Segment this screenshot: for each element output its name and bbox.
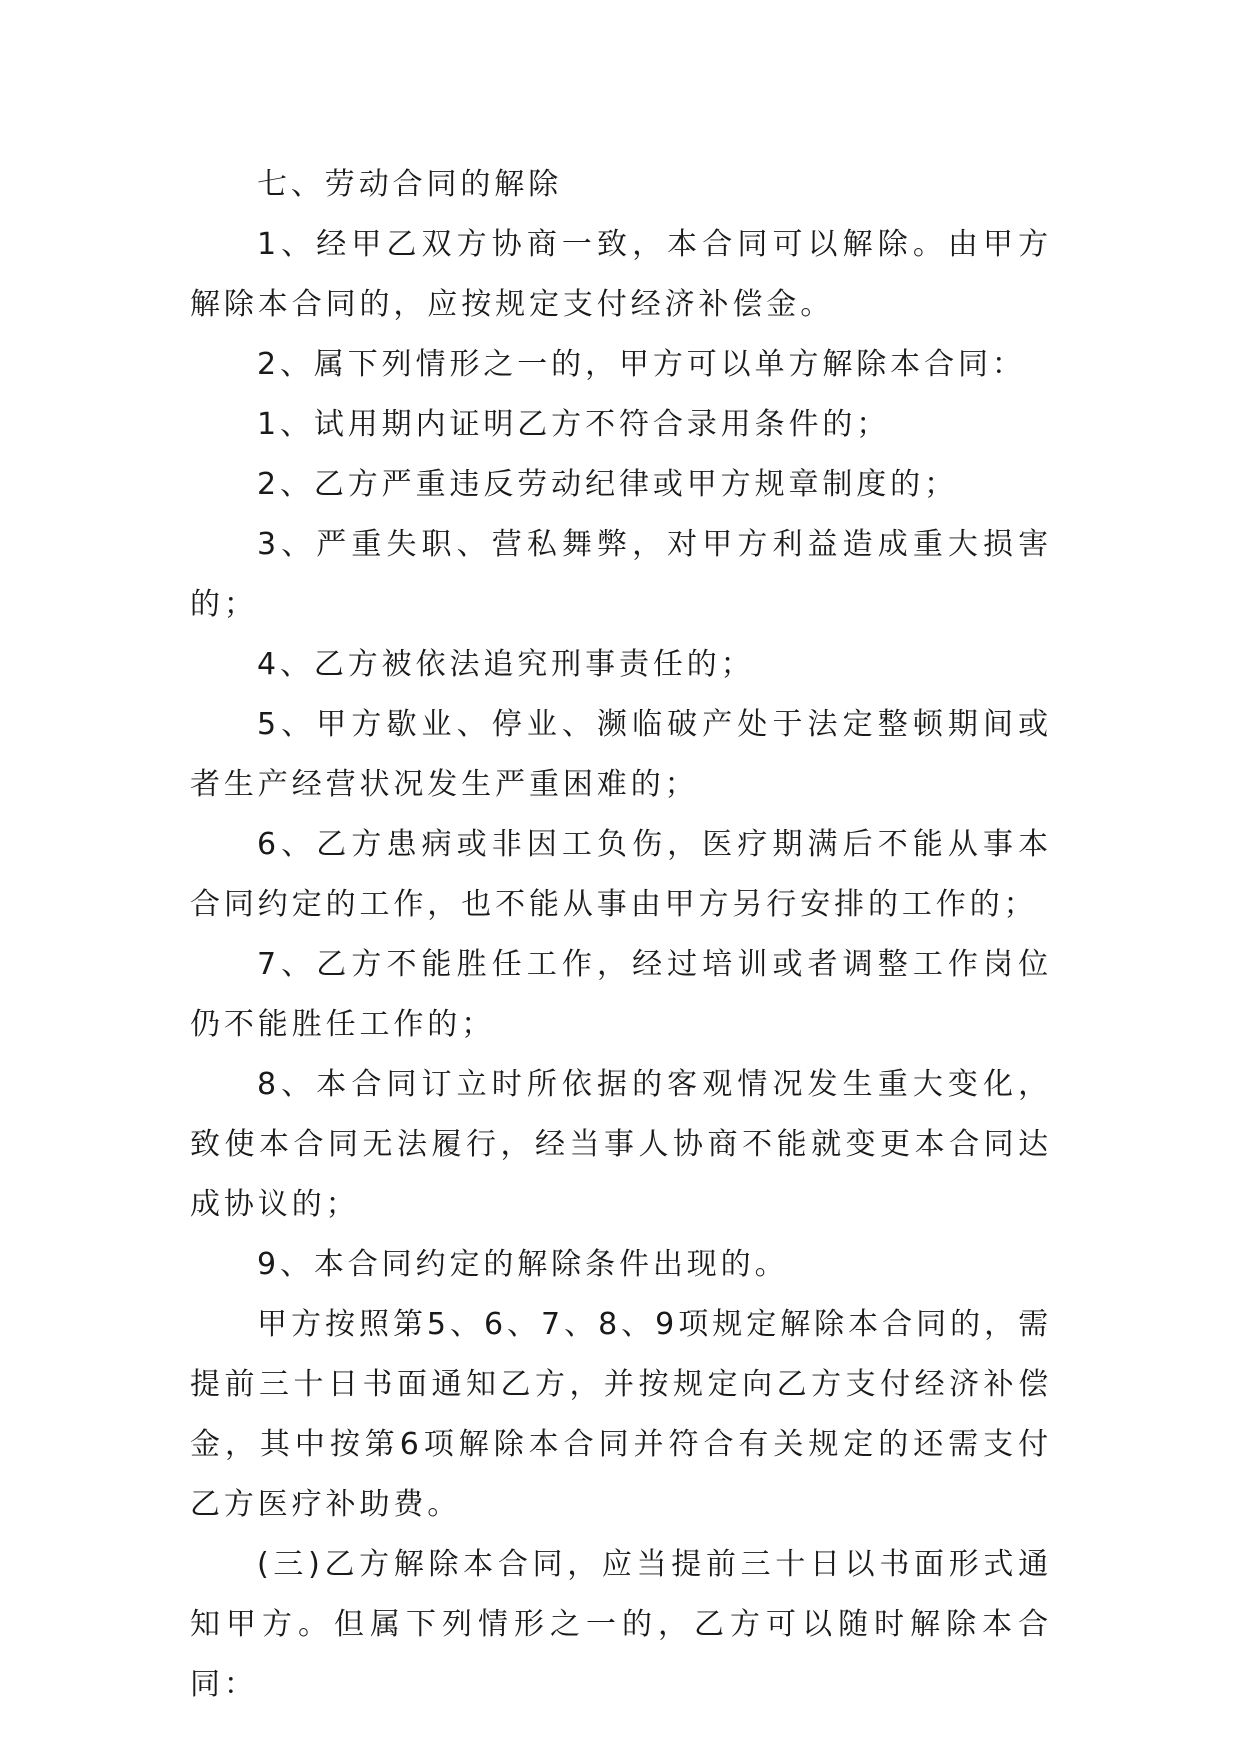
list-item: 6、乙方患病或非因工负伤，医疗期满后不能从事本合同约定的工作，也不能从事由甲方另行安排的工作的； (190, 827, 1052, 922)
list-item: 2、乙方严重违反劳动纪律或甲方规章制度的； (257, 467, 958, 502)
list-item: 7、乙方不能胜任工作，经过培训或者调整工作岗位仍不能胜任工作的； (190, 947, 1052, 1042)
list-item: 5、甲方歇业、停业、濒临破产处于法定整顿期间或者生产经营状况发生严重困难的； (190, 707, 1052, 802)
list-item: 9、本合同约定的解除条件出现的。 (257, 1247, 789, 1282)
list-item: 4、乙方被依法追究刑事责任的； (257, 647, 755, 682)
clause-paragraph: 2、属下列情形之一的，甲方可以单方解除本合同： (257, 347, 1026, 382)
list-item: 8、本合同订立时所依据的客观情况发生重大变化，致使本合同无法履行，经当事人协商不能就变更本合同达成协议的； (190, 1067, 1052, 1222)
document-body (190, 155, 1052, 1715)
clause-paragraph: 甲方按照第5、6、7、8、9项规定解除本合同的，需提前三十日书面通知乙方，并按规定向乙方支付经济补偿金，其中按第6项解除本合同并符合有关规定的还需支付乙方医疗补助费。 (190, 1307, 1052, 1522)
clause-paragraph: 1、经甲乙双方协商一致，本合同可以解除。由甲方解除本合同的，应按规定支付经济补偿金。 (190, 227, 1052, 322)
section-heading: 七、劳动合同的解除 (257, 167, 563, 202)
list-item: 1、试用期内证明乙方不符合录用条件的； (257, 407, 891, 442)
list-item: 3、严重失职、营私舞弊，对甲方利益造成重大损害的； (190, 527, 1052, 622)
clause-paragraph: (三)乙方解除本合同，应当提前三十日以书面形式通知甲方。但属下列情形之一的，乙方可以随时解除本合同： (190, 1547, 1052, 1702)
